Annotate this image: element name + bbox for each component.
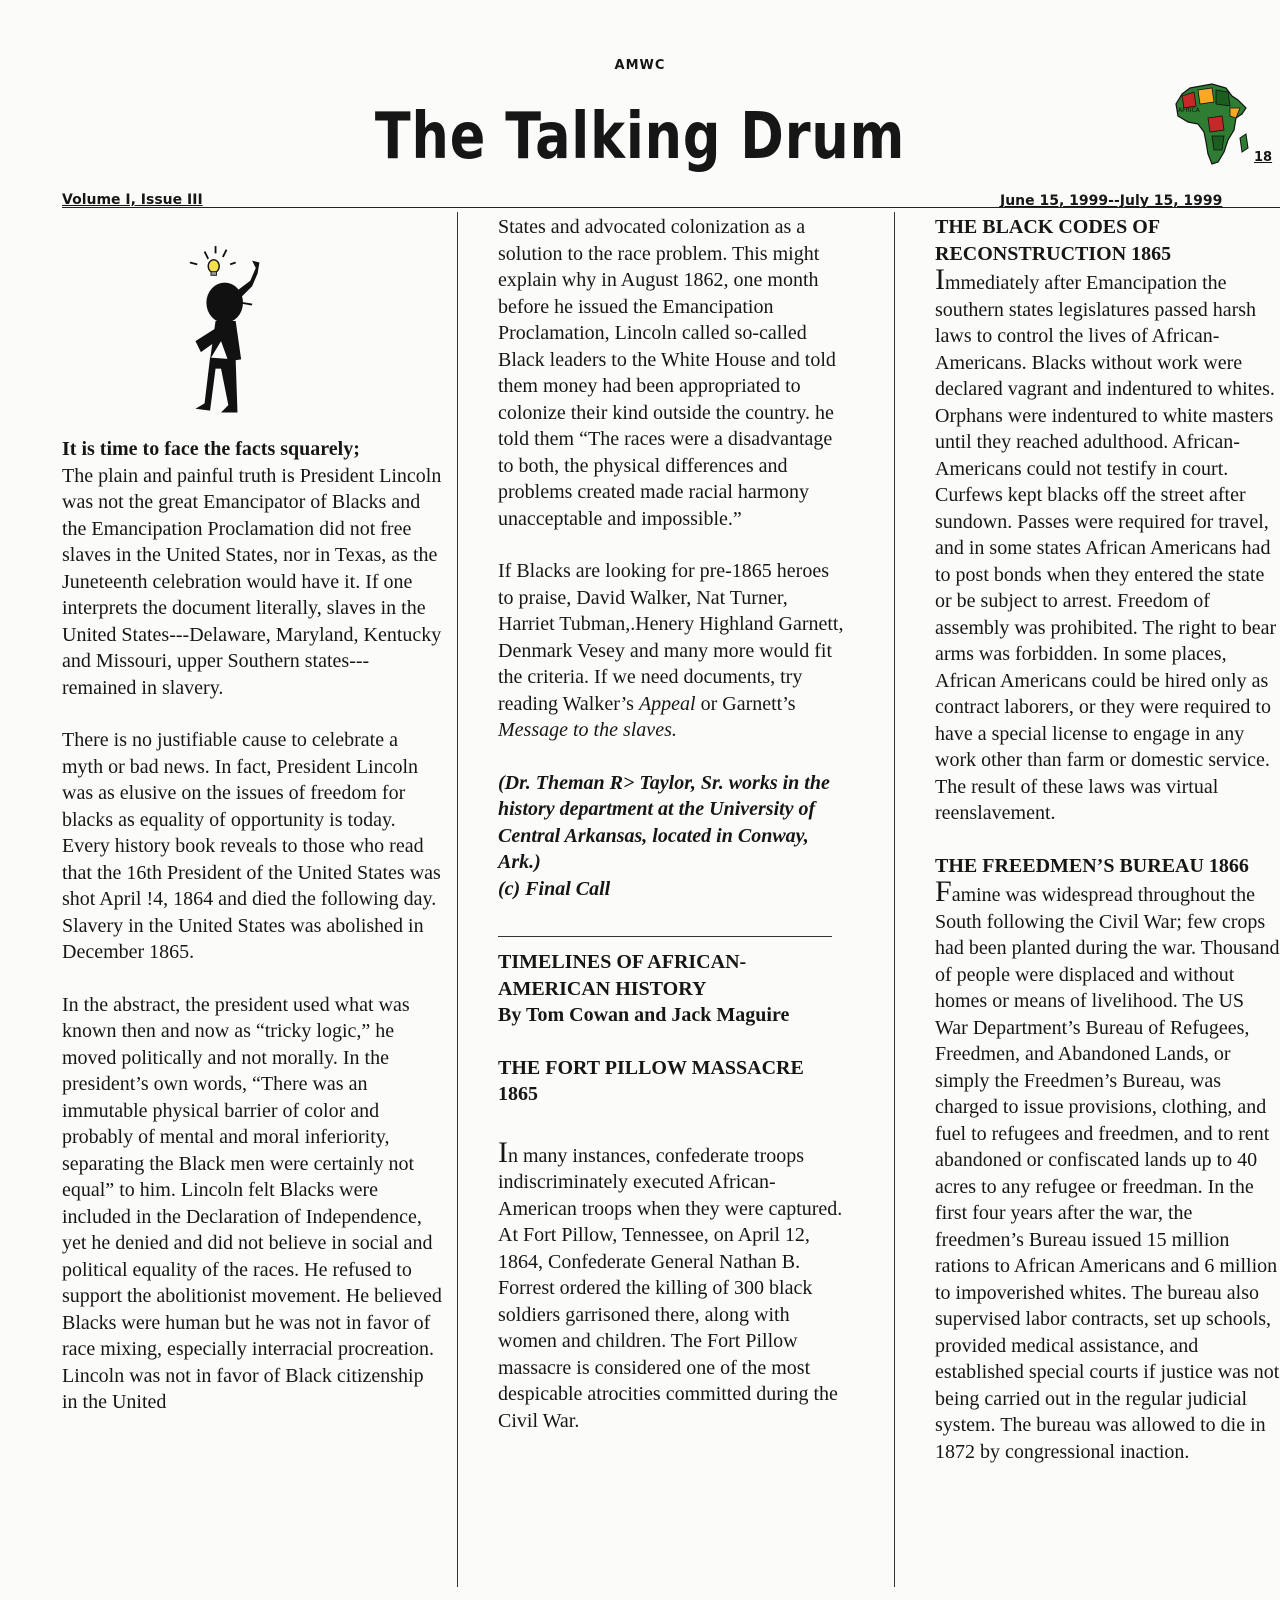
section-heading-freedmens-bureau: THE FREEDMEN’S BUREAU 1866: [935, 854, 1249, 877]
article-paragraph: In the abstract, the president used what was known then and now as “tricky logic,” he moved politically and not morally. In the president’s own words, “There was an immutable physical barrier of color and probably of mental and moral inferiority, separating the Black men were certainly not equal” to him. Lincoln felt Blacks were included in the Declaration of Independence, yet he denied and did not believe in social and political equality of the races. He refused to support the abolitionist movement. He believed Blacks were human but he was not in favor of race mixing, especially interracial procreation. Lincoln was not in favor of Black citizenship in the United: [62, 993, 442, 1413]
column-divider-2: [894, 212, 895, 1587]
column-2: [498, 214, 848, 1434]
issue-date: June 15, 1999--July 15, 1999: [1000, 193, 1223, 209]
section-heading-black-codes: THE BLACK CODES OF RECONSTRUCTION 1865: [935, 216, 1172, 265]
column-3: [935, 214, 1280, 1465]
column-divider-1: [457, 212, 458, 1587]
thinking-figure-illustration: [168, 236, 296, 428]
author-credit: (Dr. Theman R> Taylor, Sr. works in the history department at the University of Central Arkansas, located in Conway, Ark.): [498, 771, 830, 873]
book-title-message: Message to the slaves.: [498, 719, 677, 741]
newsletter-title: The Talking Drum: [374, 100, 906, 174]
article-paragraph: [498, 558, 848, 744]
article-paragraph: [498, 1135, 848, 1435]
article-paragraph: States and advocated colonization as a solution to the race problem. This might explain why in August 1862, one month before he issued the Emancipation Proclamation, Lincoln called so-called Black leaders to the White House and told them money had been appropriated to colonize their kind outside the country. he told them “The races were a disadvantage to both, the physical differences and problems created made racial harmony unacceptable and impossible.”: [498, 216, 836, 530]
article-paragraph: [935, 263, 1280, 827]
section-rule: [498, 936, 832, 937]
section-heading-fort-pillow: THE FORT PILLOW MASSACRE 1865: [498, 1056, 804, 1105]
volume-issue: Volume I, Issue III: [62, 192, 203, 208]
drop-cap: I: [498, 1135, 508, 1169]
section-heading-timelines: TIMELINES OF AFRICAN-AMERICAN HISTORY: [498, 951, 747, 1000]
paragraph-text: amine was widespread throughout the South following the Civil War; few crops had been planted during the war. Thousand of people were displaced and without homes or means of livelihood. The US War Department’s Bureau of Refugees, Freedmen, and Abandoned Lands, or simply the Freedmen’s Bureau, was charged to issue provisions, clothing, and fuel to refugees and freedmen, and to rent abandoned or confiscated lands up to 40 acres to any refugee or freedman. In the first four years after the war, the freedmen’s Bureau issued 15 million rations to African Americans and 6 million to impoverished whites. The bureau also supervised labor contracts, set up schools, provided medical assistance, and established special courts if justice was not being carried out in the regular judicial system. The bureau was allowed to die in 1872 by congressional inaction.: [935, 884, 1280, 1463]
drop-cap: I: [935, 263, 945, 296]
paragraph-text: mmediately after Emancipation the southern states legislatures passed harsh laws to control the lives of African-Americans. Blacks without work were declared vagrant and indentured to whites. Orphans were indentured to white masters until they reached adulthood. African-Americans could not testify in court. Curfews kept blacks off the street after sundown. Passes were required for travel, and in some states African Americans had to post bonds when they entered the state or be subject to arrest. Freedom of assembly was prohibited. The right to bear arms was forbidden. In some places, African Americans could be hired only as contract laborers, or they were required to have a special license to engage in any work other than farm or domestic service. The result of these laws was virtual reenslavement.: [935, 272, 1277, 824]
article-paragraph: The plain and painful truth is President Lincoln was not the great Emancipator of Blacks and the Emancipation Proclamation did not free slaves in the United States, nor in Texas, as the Juneteenth celebration would have it. If one interprets the document literally, slaves in the United States---Delaware, Maryland, Kentucky and Missouri, upper Southern states--- remained in slavery.: [62, 464, 442, 699]
article-paragraph: [935, 875, 1280, 1465]
article-paragraph: There is no justifiable cause to celebrate a myth or bad news. In fact, President Lincoln was as elusive on the issues of freedom for blacks as equality of opportunity is today. Every history book reveals to those who read that the 16th President of the United States was shot April !4, 1864 and died the following day. Slavery in the United States was abolished in December 1865.: [62, 729, 441, 963]
paragraph-text: n many instances, confederate troops indiscriminately executed African-American troops when they were captured. At Fort Pillow, Tennessee, on April 12, 1864, Confederate General Nathan B. Forrest ordered the killing of 300 black soldiers garrisoned there, along with women and children. The Fort Pillow massacre is considered one of the most despicable atrocities committed during the Civil War.: [498, 1144, 843, 1432]
copyright-credit: (c) Final Call: [498, 877, 611, 900]
page-number: 18: [1254, 150, 1273, 165]
book-title-appeal: Appeal: [638, 692, 696, 715]
paragraph-text: or Garnett’s: [695, 692, 796, 715]
header-rule: [62, 207, 1280, 208]
drop-cap: F: [935, 875, 952, 908]
africa-label: AFRICA: [1178, 107, 1200, 114]
article-heading: It is time to face the facts squarely;: [62, 438, 360, 460]
africa-map-icon: [1168, 78, 1260, 170]
org-name: AMWC: [614, 58, 666, 73]
column-1: [62, 436, 444, 1416]
paragraph-text: If Blacks are looking for pre-1865 heroes to praise, David Walker, Nat Turner, Harriet Tubman,.Henery Highland Garnett, Denmark Vesey and many more would fit the criteria. If we need documents, try reading Walker’s: [498, 560, 844, 715]
section-byline: By Tom Cowan and Jack Maguire: [498, 1004, 790, 1026]
